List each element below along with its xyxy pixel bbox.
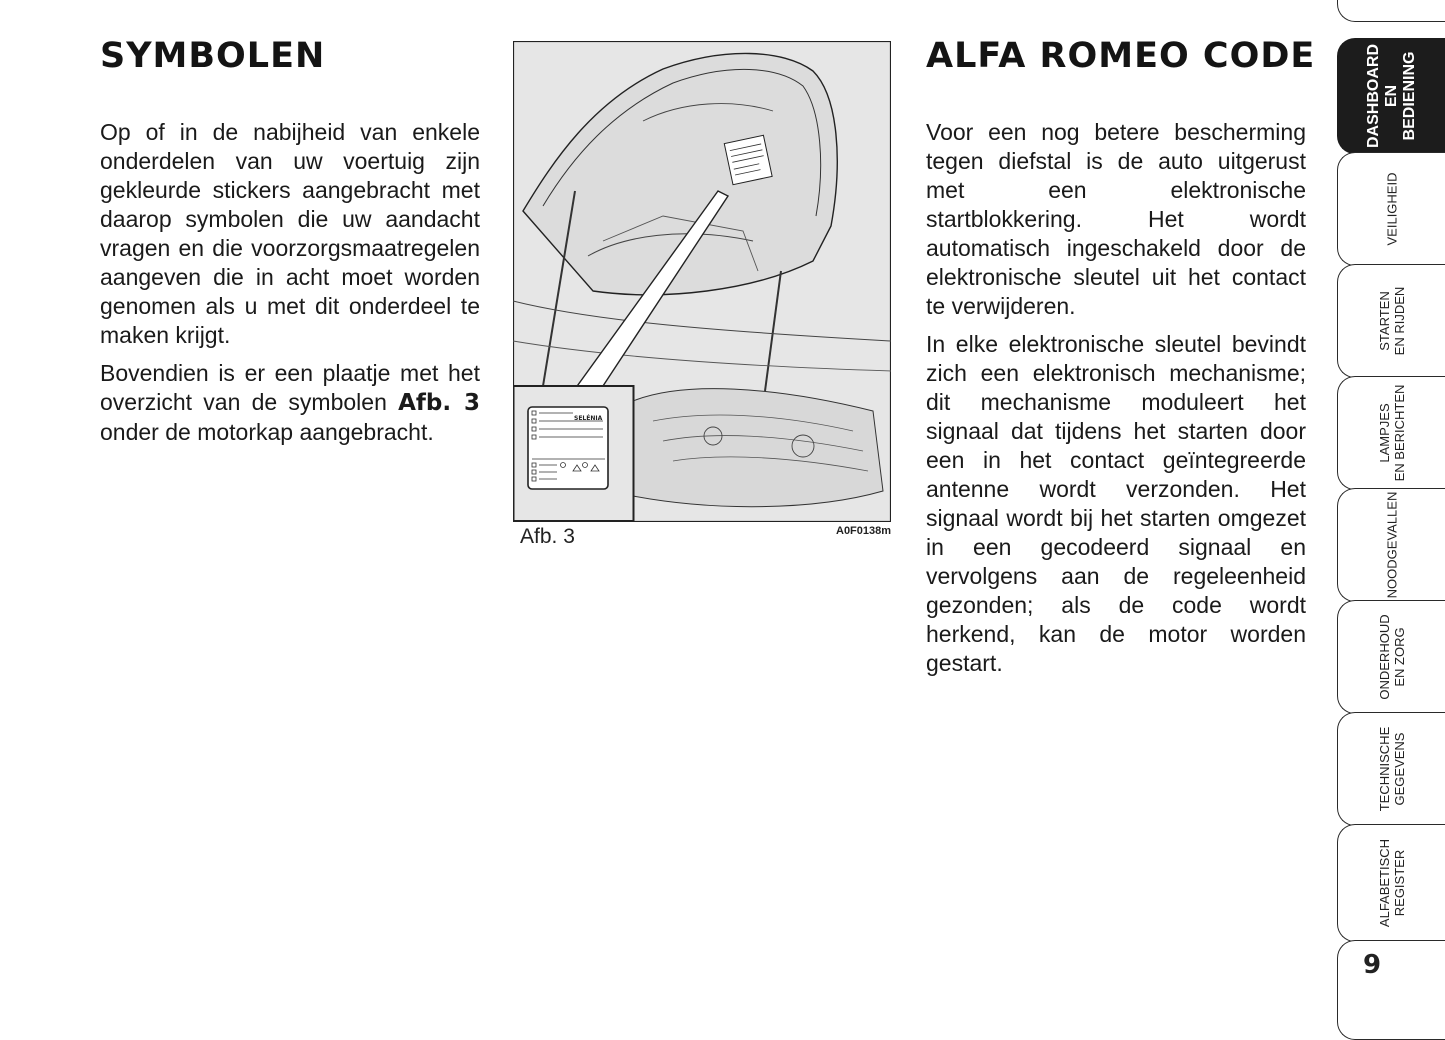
tab-onderhoud-en-zorg[interactable] bbox=[1337, 600, 1445, 714]
figure-reference[interactable]: Afb. 3 bbox=[398, 390, 480, 416]
tab-label: STARTEN EN RIJDEN bbox=[1376, 286, 1407, 356]
figure-code: A0F0138m bbox=[836, 525, 892, 537]
engine-bay-illustration bbox=[513, 41, 891, 522]
symbolen-text bbox=[100, 118, 480, 456]
page-number: 9 bbox=[1362, 950, 1382, 980]
paragraph-2-tail: onder de motorkap aangebracht. bbox=[100, 419, 434, 445]
tab-starten-en-rijden[interactable] bbox=[1337, 264, 1445, 378]
tab-label: ONDERHOUD EN ZORG bbox=[1376, 614, 1407, 700]
tab-dashboard-en-bediening[interactable] bbox=[1337, 38, 1445, 154]
tab-label: LAMPJES EN BERICHTEN bbox=[1376, 384, 1407, 482]
chapter-tab-strip bbox=[1337, 0, 1445, 1019]
engine-bay-figure bbox=[513, 41, 891, 522]
tab-label: TECHNISCHE GEGEVENS bbox=[1376, 726, 1407, 812]
code-paragraph-2: In elke elektronische sleutel bevindt zich een elektronisch mechanisme; dit mechanisme moduleert het signaal dat tijdens het starten door een in het contact geïntegreerde antenne wordt verzonden. Het signaal wordt bij het starten omgezet in een gecodeerd signaal en vervolgens aan de regeleenheid gezonden; als de code wordt herkend, kan de motor worden gestart. bbox=[926, 331, 1306, 676]
tab-veiligheid[interactable] bbox=[1337, 152, 1445, 266]
tab-alfabetisch-register[interactable] bbox=[1337, 824, 1445, 942]
tab-label: VEILIGHEID bbox=[1384, 172, 1399, 246]
tab-label: NOODGEVALLEN bbox=[1384, 491, 1399, 599]
alfa-romeo-code-text bbox=[926, 118, 1306, 687]
tab-lampjes-en-berichten[interactable] bbox=[1337, 376, 1445, 490]
symbolen-heading: SYMBOLEN bbox=[100, 36, 326, 76]
tab-top-edge bbox=[1337, 0, 1445, 22]
alfa-romeo-code-heading: ALFA ROMEO CODE bbox=[926, 36, 1316, 76]
tab-label: ALFABETISCH REGISTER bbox=[1376, 838, 1407, 928]
tab-technische-gegevens[interactable] bbox=[1337, 712, 1445, 826]
code-paragraph-1: Voor een nog betere bescherming tegen diefstal is de auto uitgerust met een elektronische startblokkering. Het wordt automatisch ingeschakeld door de elektronische sleutel uit het contact te verwijderen. bbox=[926, 119, 1306, 319]
symbolen-paragraph-2 bbox=[100, 359, 480, 447]
symbolen-paragraph-1: Op of in de nabijheid van enkele onderdelen van uw voertuig zijn gekleurde stickers aangebracht met daarop symbolen die uw aandacht vragen en die voorzorgsmaatregelen aangeven die in acht moet worden genomen als u met dit onderdeel te maken krijgt. bbox=[100, 119, 480, 348]
sticker-brand-text: SELÉNIA bbox=[574, 415, 603, 422]
tab-noodgevallen[interactable] bbox=[1337, 488, 1445, 602]
paragraph-2-lead: Bovendien is er een plaatje met het overzicht van de symbolen bbox=[100, 360, 480, 415]
figure-caption: Afb. 3 bbox=[520, 525, 575, 548]
tab-label: DASHBOARD EN BEDIENING bbox=[1364, 44, 1418, 148]
